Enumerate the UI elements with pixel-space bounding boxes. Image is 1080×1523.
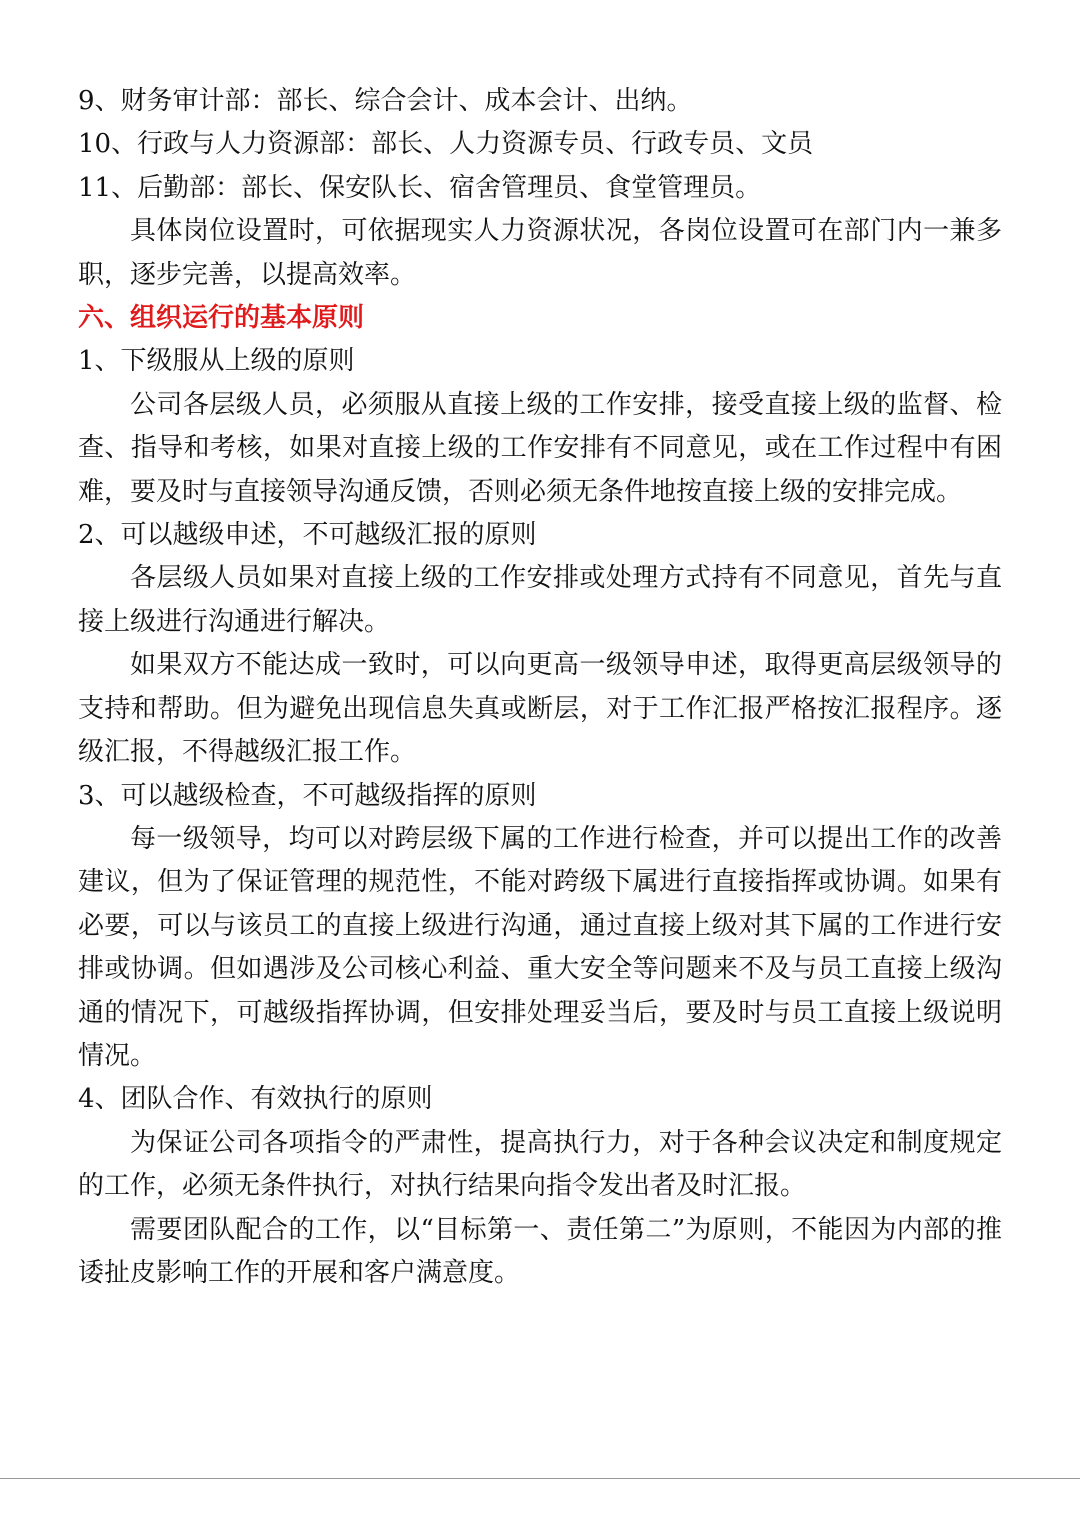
- principle-3-paragraph-1: 每一级领导，均可以对跨层级下属的工作进行检查，并可以提出工作的改善建议，但为了保证管理的规范性，不能对跨级下属进行直接指挥或协调。如果有必要，可以与该员工的直接上级进行沟通，通过直接上级对其下属的工作进行安排或协调。但如遇涉及公司核心利益、重大安全等问题来不及与员工直接上级沟通的情况下，可越级指挥协调，但安排处理妥当后，要及时与员工直接上级说明情况。: [78, 823, 1002, 1071]
- principle-4-paragraph-2: 需要团队配合的工作，以“目标第一、责任第二”为原则，不能因为内部的推诿扯皮影响工作的开展和客户满意度。: [78, 1214, 1002, 1288]
- principle-2-title: 2、可以越级申述，不可越级汇报的原则: [78, 520, 537, 551]
- list-item-finance-audit: 9、财务审计部：部长、综合会计、成本会计、出纳。: [78, 86, 693, 116]
- section-heading: 六、组织运行的基本原则: [78, 303, 365, 334]
- list-item-logistics: 11、后勤部：部长、保安队长、宿舍管理员、食堂管理员。: [78, 172, 762, 203]
- principle-4-paragraph-1: 为保证公司各项指令的严肃性，提高执行力，对于各种会议决定和制度规定的工作，必须无条件执行，对执行结果向指令发出者及时汇报。: [78, 1127, 1002, 1202]
- list-item-admin-hr: 10、行政与人力资源部：部长、人力资源专员、行政专员、文员: [78, 129, 814, 160]
- principle-3-title: 3、可以越级检查，不可越级指挥的原则: [78, 780, 537, 811]
- principle-2-paragraph-2: 如果双方不能达成一致时，可以向更高一级领导申述，取得更高层级领导的支持和帮助。但为避免出现信息失真或断层，对于工作汇报严格按汇报程序。逐级汇报，不得越级汇报工作。: [78, 650, 1002, 768]
- principle-1-title: 1、下级服从上级的原则: [78, 346, 355, 377]
- principle-2-paragraph-1: 各层级人员如果对直接上级的工作安排或处理方式持有不同意见，首先与直接上级进行沟通进行解决。: [78, 563, 1002, 637]
- document-body: [78, 80, 1002, 1295]
- paragraph-position-setup: 具体岗位设置时，可依据现实人力资源状况，各岗位设置可在部门内一兼多职，逐步完善，以提高效率。: [78, 216, 1002, 290]
- bottom-divider: [0, 1478, 1080, 1479]
- principle-1-paragraph-1: 公司各层级人员，必须服从直接上级的工作安排，接受直接上级的监督、检查、指导和考核，如果对直接上级的工作安排有不同意见，或在工作过程中有困难，要及时与直接领导沟通反馈，否则必须无条件地按直接上级的安排完成。: [78, 389, 1002, 507]
- principle-4-title: 4、团队合作、有效执行的原则: [78, 1084, 433, 1115]
